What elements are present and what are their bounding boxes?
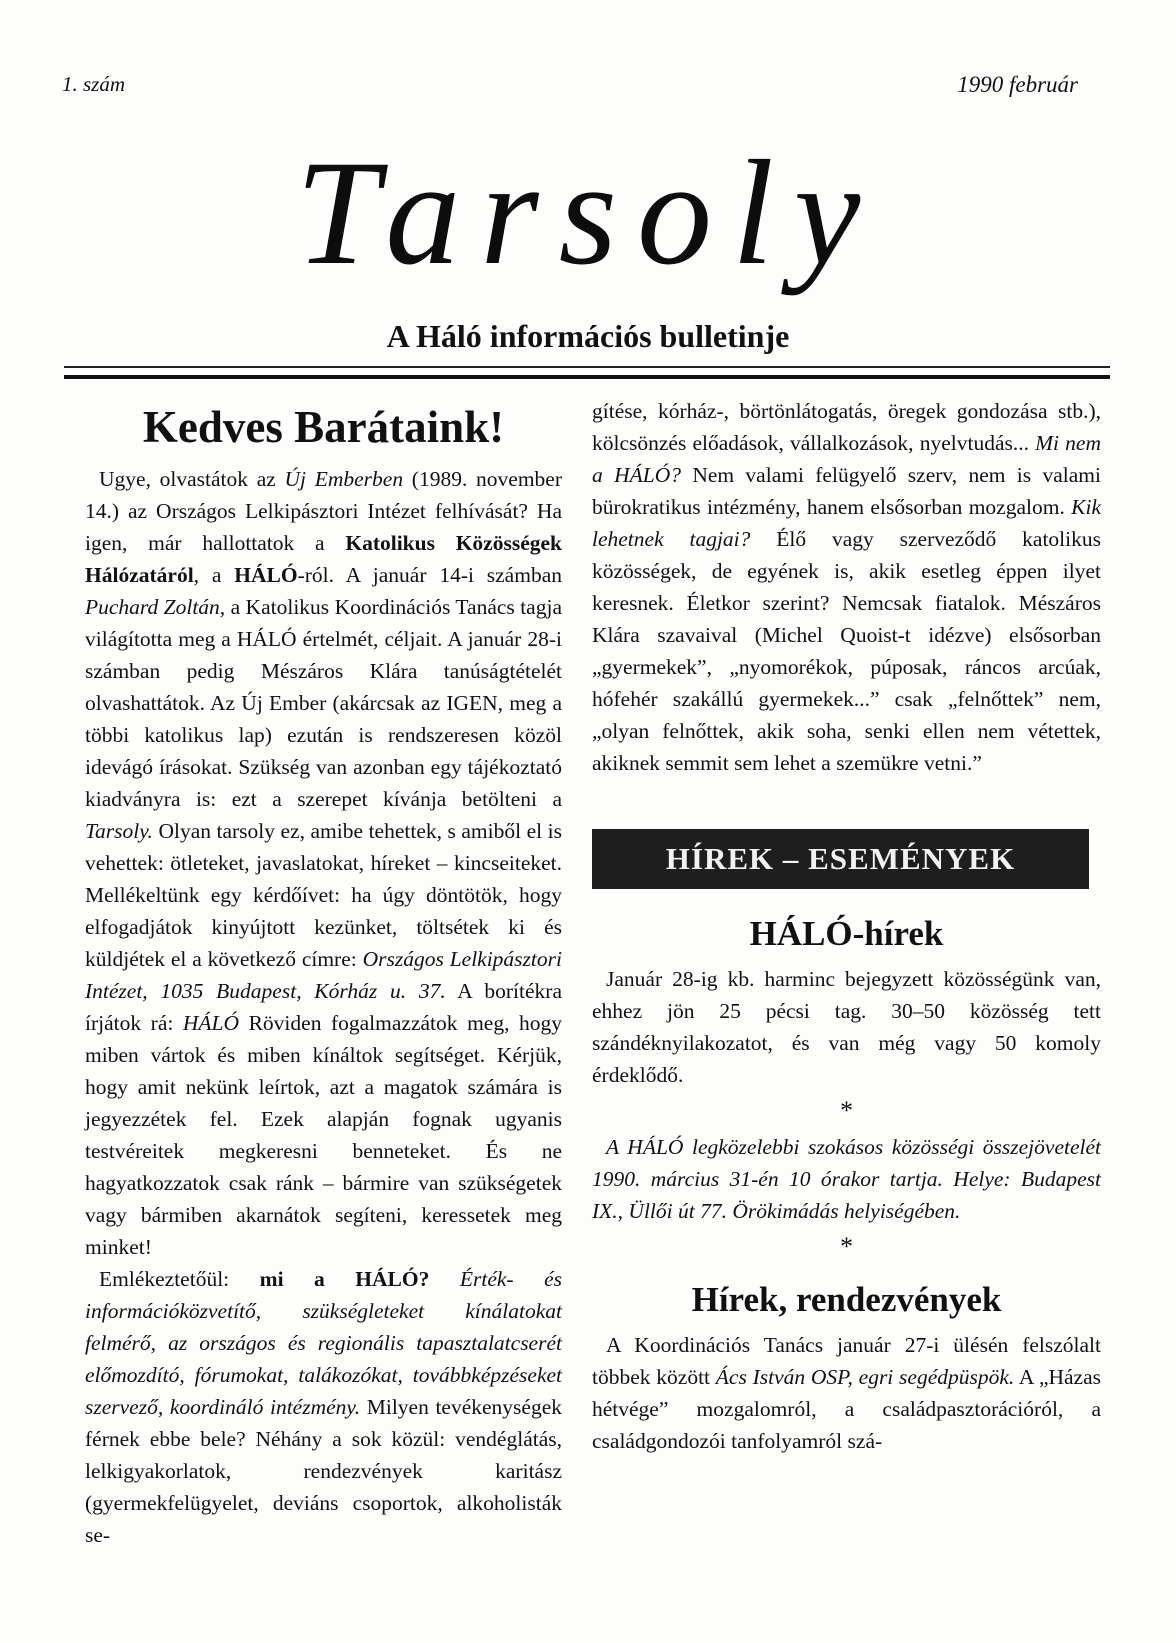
- section-banner: HÍREK – ESEMÉNYEK: [592, 829, 1089, 889]
- article-continuation: gítése, kórház-, börtönlátogatás, öregek gondozása stb.), kölcsönzés előadások, vállalkozások, nyelvtudás... Mi nem a HÁLÓ? Nem valami felügyelő szerv, nem is valami bürokratikus intézmény, hanem elsősorban mozgalom. Kik lehetnek tagjai? Élő vagy szerveződő katolikus közösségek, de egyének is, akik esetleg éppen ilyet keresnek. Életkor szerint? Nemcsak fiatalok. Mészáros Klára szavaival (Michel Quoist-t idézve) elsősorban „gyermekek”, „nyomorékok, púposak, ráncos arcúak, hófehér szakállú gyermekek...” csak „felnőttek” nem, „olyan felnőttek, akik soha, senki ellen nem vétettek, akiknek semmit sem lehet a szemükre vetni.”: [592, 399, 1101, 775]
- left-column: [85, 395, 562, 1551]
- separator-star: *: [840, 1096, 853, 1125]
- events-text: A Koordinációs Tanács január 27-i ülésén felszólalt többek között Ács István OSP, egri segédpüspök. A „Házas hétvége” mozgalomról, a családpasztorációról, a családgondozói tanfolyamról szá-: [592, 1333, 1102, 1453]
- article-title: Kedves Barátaink!: [142, 402, 505, 452]
- masthead-subtitle: A Háló információs bulletinje: [386, 318, 790, 354]
- meeting-notice: A HÁLÓ legközelebbi szokásos közösségi összejövetelét 1990. március 31-én 10 órakor tartja. Helye: Budapest IX., Üllői út 77. Örökimádás helyiségében.: [592, 1135, 1101, 1223]
- issue-number: 1. szám: [62, 72, 126, 96]
- masthead-title: Tarsoly: [295, 130, 881, 296]
- events-title: Hírek, rendezvények: [691, 1280, 1002, 1319]
- halo-news-title: HÁLÓ-hírek: [749, 914, 944, 953]
- separator-star-2: *: [840, 1232, 853, 1261]
- right-column: [592, 395, 1101, 1457]
- article-paragraph-2: Emlékeztetőül: mi a HÁLÓ? Érték- és információközvetítő, szükségleteket kínálatokat felmérő, az országos és regionális tapasztalatcserét előmozdító, fórumokat, talákozókat, továbbképzéseket szervező, koordináló intézmény. Milyen tevékenységek férnek ebbe bele? Néhány a sok közül: vendéglátás, lelkigyakorlatok, rendezvények karitász (gyermekfelügyelet, deviáns csoportok, alkoholisták se-: [85, 1267, 562, 1547]
- header-rule-thick: [64, 375, 1110, 379]
- article-paragraph-1: Ugye, olvastátok az Új Emberben (1989. november 14.) az Országos Lelkipásztori Intézet felhívását? Ha igen, már hallottatok a Katolikus Közösségek Hálózatáról, a HÁLÓ-ról. A január 14-i számban Puchard Zoltán, a Katolikus Koordinációs Tanács tagja világította meg a HÁLÓ értelmét, céljait. A január 28-i számban pedig Mészáros Klára tanúságtételét olvashattátok. Az Új Ember (akárcsak az IGEN, meg a többi katolikus lap) ezután is rendszeresen közöl idevágó írásokat. Szükség van azonban egy tájékoztató kiadványra is: ezt a szerepet kívánja betölteni a Tarsoly. Olyan tarsoly ez, amibe tehettek, s amiből el is vehettek: ötleteket, javaslatokat, híreket – kincseiteket. Mellékeltünk egy kérdőívet: ha úgy döntötök, hogy elfogadjátok kinyújtott kezünket, töltsétek ki és küldjétek el a következő címre: Országos Lelkipásztori Intézet, 1035 Budapest, Kórház u. 37. A borítékra írjátok rá: HÁLÓ Röviden fogalmazzátok meg, hogy miben vártok és miben kínáltok segítséget. Kérjük, hogy amit nekünk leírtok, azt a magatok számára is jegyezzétek fel. Ezek alapján fognak ugyanis testvéreitek megkeresni benneteket. És ne hagyatkozzatok csak ránk – bármire van szükségetek vagy bármiben akarnátok segíteni, keressetek meg minket!: [85, 467, 563, 1259]
- issue-date: 1990 február: [957, 72, 1078, 97]
- header-rule-thin: [64, 366, 1110, 368]
- halo-news-text: Január 28-ig kb. harminc bejegyzett közösségünk van, ehhez jön 25 pécsi tag. 30–50 közösség tett szándéknyilakozatot, és van még vagy 50 komoly érdeklődő.: [592, 967, 1101, 1087]
